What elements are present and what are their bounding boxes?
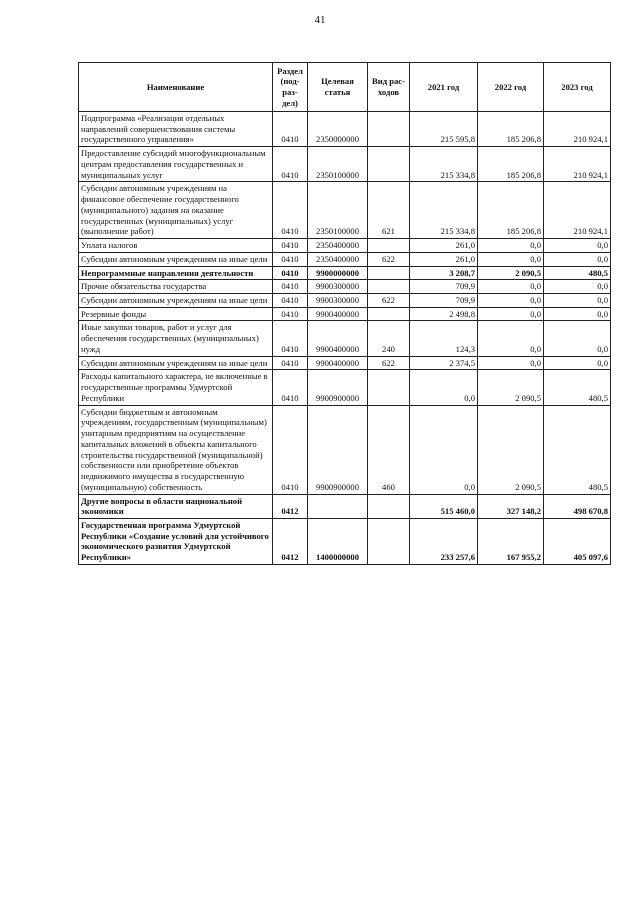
cell-target: 2350100000 [308, 147, 368, 182]
budget-table [78, 62, 611, 565]
cell-kind: 621 [368, 182, 410, 239]
cell-target: 9900900000 [308, 370, 368, 405]
table-row [79, 356, 611, 370]
cell-target: 9900400000 [308, 321, 368, 356]
cell-kind [368, 147, 410, 182]
header-2022: 2022 год [478, 63, 544, 112]
table-row [79, 147, 611, 182]
cell-kind [368, 370, 410, 405]
cell-kind [368, 307, 410, 321]
cell-section: 0412 [273, 518, 308, 564]
cell-2022: 327 148,2 [478, 494, 544, 518]
cell-2021: 2 498,8 [410, 307, 478, 321]
cell-name: Субсидии автономным учреждениям на иные цели [79, 252, 273, 266]
cell-section: 0410 [273, 252, 308, 266]
table-row [79, 252, 611, 266]
cell-kind: 622 [368, 294, 410, 308]
cell-2023: 210 924,1 [544, 182, 611, 239]
cell-2023: 480,5 [544, 266, 611, 280]
cell-section: 0410 [273, 182, 308, 239]
cell-section: 0410 [273, 280, 308, 294]
cell-section: 0410 [273, 239, 308, 253]
cell-2021: 233 257,6 [410, 518, 478, 564]
table-row [79, 294, 611, 308]
header-name: Наименование [79, 63, 273, 112]
header-2021: 2021 год [410, 63, 478, 112]
cell-2023: 405 097,6 [544, 518, 611, 564]
cell-2023: 0,0 [544, 294, 611, 308]
cell-2023: 210 924,1 [544, 147, 611, 182]
cell-kind: 622 [368, 252, 410, 266]
table-row [79, 112, 611, 147]
cell-2023: 0,0 [544, 252, 611, 266]
cell-kind [368, 280, 410, 294]
cell-name: Субсидии автономным учреждениям на иные цели [79, 294, 273, 308]
header-2023: 2023 год [544, 63, 611, 112]
header-section: Раздел (под-раз-дел) [273, 63, 308, 112]
cell-name: Подпрограмма «Реализация отдельных направлений совершенствования системы государственного управления» [79, 112, 273, 147]
table-row [79, 182, 611, 239]
cell-2023: 0,0 [544, 239, 611, 253]
cell-2022: 2 090,5 [478, 266, 544, 280]
table-row [79, 494, 611, 518]
cell-name: Субсидии автономным учреждениям на финансовое обеспечение государственного (муниципального) задания на оказание государственных (муниципальных) услуг (выполнение работ) [79, 182, 273, 239]
cell-2021: 2 374,5 [410, 356, 478, 370]
cell-2022: 0,0 [478, 356, 544, 370]
cell-target: 2350000000 [308, 112, 368, 147]
cell-section: 0410 [273, 370, 308, 405]
cell-2022: 185 206,8 [478, 182, 544, 239]
cell-section: 0410 [273, 405, 308, 494]
cell-target: 1400000000 [308, 518, 368, 564]
table-row [79, 239, 611, 253]
cell-name: Другие вопросы в области национальной экономики [79, 494, 273, 518]
cell-2021: 124,3 [410, 321, 478, 356]
cell-2021: 261,0 [410, 239, 478, 253]
cell-kind: 240 [368, 321, 410, 356]
cell-2023: 498 670,8 [544, 494, 611, 518]
table-row [79, 280, 611, 294]
cell-2022: 0,0 [478, 321, 544, 356]
cell-2021: 0,0 [410, 370, 478, 405]
cell-name: Субсидии автономным учреждениям на иные цели [79, 356, 273, 370]
cell-2023: 0,0 [544, 280, 611, 294]
cell-target: 9900000000 [308, 266, 368, 280]
cell-2023: 0,0 [544, 356, 611, 370]
cell-2023: 480,5 [544, 405, 611, 494]
cell-section: 0410 [273, 112, 308, 147]
cell-section: 0412 [273, 494, 308, 518]
cell-2022: 0,0 [478, 307, 544, 321]
cell-target: 9900900000 [308, 405, 368, 494]
table-row [79, 321, 611, 356]
cell-kind [368, 518, 410, 564]
cell-name: Расходы капитального характера, не включенные в государственные программы Удмуртской Республики [79, 370, 273, 405]
table-row [79, 405, 611, 494]
cell-2021: 215 595,8 [410, 112, 478, 147]
cell-target: 2350400000 [308, 252, 368, 266]
table-row [79, 307, 611, 321]
cell-2022: 0,0 [478, 239, 544, 253]
cell-section: 0410 [273, 307, 308, 321]
header-kind: Вид рас-ходов [368, 63, 410, 112]
cell-target: 9900300000 [308, 294, 368, 308]
cell-2021: 3 208,7 [410, 266, 478, 280]
cell-name: Субсидии бюджетным и автономным учреждениям, государственным (муниципальным) унитарным предприятиям на осуществление капитальных вложений в объекты капитального строительства государственной (муниципальной) собственности или приобретение объектов недвижимого имущества в государственную (муниципальную) собственность [79, 405, 273, 494]
cell-2023: 210 924,1 [544, 112, 611, 147]
cell-name: Государственная программа Удмуртской Республики «Создание условий для устойчивого экономического развития Удмуртской Республики» [79, 518, 273, 564]
cell-kind: 460 [368, 405, 410, 494]
cell-section: 0410 [273, 147, 308, 182]
cell-2023: 480,5 [544, 370, 611, 405]
cell-2022: 2 090,5 [478, 405, 544, 494]
cell-2021: 215 334,8 [410, 182, 478, 239]
header-target: Целевая статья [308, 63, 368, 112]
cell-target: 9900400000 [308, 356, 368, 370]
cell-name: Предоставление субсидий многофункциональным центрам предоставления государственных и муниципальных услуг [79, 147, 273, 182]
cell-2021: 0,0 [410, 405, 478, 494]
cell-target: 9900400000 [308, 307, 368, 321]
cell-kind: 622 [368, 356, 410, 370]
cell-kind [368, 112, 410, 147]
cell-2022: 185 206,8 [478, 147, 544, 182]
cell-target: 2350100000 [308, 182, 368, 239]
cell-2021: 709,9 [410, 280, 478, 294]
cell-section: 0410 [273, 266, 308, 280]
cell-name: Иные закупки товаров, работ и услуг для обеспечения государственных (муниципальных) нужд [79, 321, 273, 356]
cell-kind [368, 494, 410, 518]
cell-name: Прочие обязательства государства [79, 280, 273, 294]
table-row [79, 370, 611, 405]
cell-2022: 185 206,8 [478, 112, 544, 147]
cell-2023: 0,0 [544, 307, 611, 321]
table-row [79, 518, 611, 564]
cell-2022: 167 955,2 [478, 518, 544, 564]
cell-2022: 0,0 [478, 280, 544, 294]
cell-kind [368, 266, 410, 280]
cell-target: 9900300000 [308, 280, 368, 294]
page-number: 41 [314, 14, 326, 26]
cell-name: Непрограммные направления деятельности [79, 266, 273, 280]
cell-2021: 515 460,0 [410, 494, 478, 518]
cell-2022: 0,0 [478, 294, 544, 308]
cell-name: Уплата налогов [79, 239, 273, 253]
cell-section: 0410 [273, 294, 308, 308]
cell-name: Резервные фонды [79, 307, 273, 321]
table-body [79, 112, 611, 565]
cell-2021: 215 334,8 [410, 147, 478, 182]
cell-kind [368, 239, 410, 253]
cell-2022: 0,0 [478, 252, 544, 266]
table-row [79, 266, 611, 280]
cell-section: 0410 [273, 356, 308, 370]
cell-target: 2350400000 [308, 239, 368, 253]
cell-2023: 0,0 [544, 321, 611, 356]
cell-section: 0410 [273, 321, 308, 356]
cell-2022: 2 090,5 [478, 370, 544, 405]
cell-2021: 709,9 [410, 294, 478, 308]
cell-target [308, 494, 368, 518]
table-header-row [79, 63, 611, 112]
cell-2021: 261,0 [410, 252, 478, 266]
